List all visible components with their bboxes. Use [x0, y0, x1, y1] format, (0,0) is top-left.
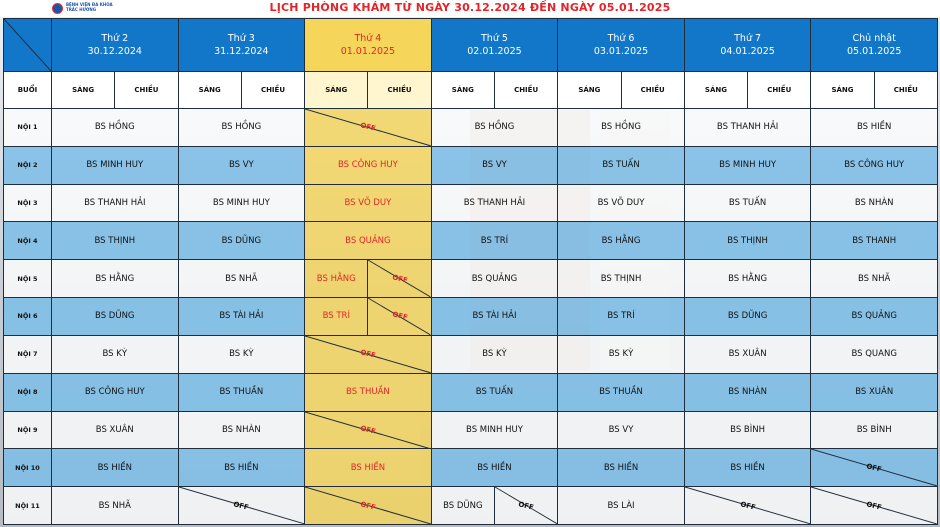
- doctor-name: BS VÕ DUY: [597, 198, 645, 209]
- doctor-name: BS NHÀN: [728, 387, 767, 398]
- schedule-cell: [178, 411, 305, 449]
- day-date: 31.12.2024: [214, 46, 269, 57]
- doctor-name: BS TUẤN: [728, 198, 767, 209]
- off-marker: [305, 412, 431, 449]
- off-marker: [305, 487, 431, 524]
- schedule-cell: [431, 335, 558, 373]
- schedule-cell: [52, 109, 179, 147]
- schedule-cell: [811, 335, 938, 373]
- schedule-cell: [684, 146, 811, 184]
- schedule-cell: [811, 298, 938, 336]
- day-header-1: [178, 19, 305, 72]
- schedule-cell: [52, 298, 179, 336]
- schedule-cell: [52, 411, 179, 449]
- schedule-cell: [178, 146, 305, 184]
- doctor-name: BS TRÍ: [607, 311, 635, 322]
- doctor-name: BS NHÃ: [98, 500, 131, 511]
- schedule-cell: [305, 487, 432, 525]
- off-marker: [179, 487, 305, 524]
- schedule-cell: [684, 449, 811, 487]
- schedule-cell: [52, 184, 179, 222]
- page-title: LỊCH PHÒNG KHÁM TỪ NGÀY 30.12.2024 ĐẾN NGÀY 05.01.2025: [269, 1, 671, 14]
- doctor-name: BS HẰNG: [601, 235, 641, 246]
- session-chieu-header: CHIỀU: [241, 72, 304, 109]
- schedule-cell: [178, 373, 305, 411]
- doctor-name: BS KỲ: [229, 349, 254, 360]
- room-row: [4, 109, 938, 147]
- schedule-cell: [558, 184, 685, 222]
- doctor-name: BS HIỀN: [477, 462, 512, 473]
- schedule-cell: [178, 487, 305, 525]
- schedule-cell: [431, 146, 558, 184]
- day-header-4: [558, 19, 685, 72]
- doctor-name: BS BÌNH: [730, 424, 766, 435]
- schedule-cell: [811, 487, 938, 525]
- session-chieu-header: CHIỀU: [621, 72, 684, 109]
- schedule-cell: [558, 260, 685, 298]
- room-row: [4, 184, 938, 222]
- doctor-name: BS HẰNG: [316, 273, 356, 284]
- doctor-name: BS MINH HUY: [212, 198, 270, 209]
- day-name: Thứ 2: [101, 33, 129, 44]
- session-chieu-header: CHIỀU: [115, 72, 178, 109]
- doctor-name: BS TÀI HẢI: [472, 311, 517, 322]
- doctor-name: BS THANH HẢI: [84, 198, 146, 209]
- schedule-cell: [305, 222, 432, 260]
- doctor-name: BS HẰNG: [728, 273, 768, 284]
- schedule-cell: [431, 184, 558, 222]
- schedule-cell: [558, 487, 685, 525]
- room-row: [4, 487, 938, 525]
- off-label: OFF: [739, 499, 757, 512]
- doctor-name: BS HIỀN: [350, 462, 386, 473]
- doctor-name: BS HIỀN: [856, 122, 892, 133]
- doctor-name: BS VY: [482, 160, 507, 171]
- off-label: OFF: [359, 424, 377, 436]
- doctor-name: BS VY: [228, 160, 254, 171]
- doctor-name: BS THUẦN: [599, 387, 643, 398]
- session-chieu-header: CHIỀU: [748, 72, 811, 109]
- doctor-name: BS THANH HẢI: [716, 122, 779, 133]
- doctor-name: BS KỲ: [482, 349, 507, 360]
- session-chieu-header: CHIỀU: [874, 72, 937, 109]
- day-name: Chủ nhật: [852, 33, 896, 44]
- off-marker: [811, 487, 937, 524]
- schedule-cell: [811, 373, 938, 411]
- schedule-cell: [178, 260, 305, 298]
- doctor-name: BS QUẢNG: [471, 273, 518, 284]
- room-label: NỘI 3: [4, 184, 52, 222]
- room-label: NỘI 10: [4, 449, 52, 487]
- schedule-cell: [305, 260, 432, 298]
- day-header-3: [431, 19, 558, 72]
- doctor-name: BS HỒNG: [221, 122, 262, 133]
- doctor-name: BS BÌNH: [856, 424, 892, 435]
- day-header-row: [4, 19, 938, 72]
- schedule-cell: [431, 373, 558, 411]
- room-row: [4, 335, 938, 373]
- session-header-row: [4, 72, 938, 109]
- day-header-2: [305, 19, 432, 72]
- doctor-name: BS THỊNH: [94, 235, 136, 246]
- day-date: 03.01.2025: [593, 46, 649, 57]
- day-header-5: [684, 19, 811, 72]
- off-marker: [811, 449, 937, 486]
- off-label: OFF: [865, 461, 883, 474]
- doctor-name: BS HẰNG: [95, 273, 135, 284]
- schedule-cell: [305, 411, 432, 449]
- day-date: 30.12.2024: [87, 46, 142, 57]
- doctor-name: BS HIỀN: [97, 462, 132, 473]
- room-label: NỘI 8: [4, 373, 52, 411]
- doctor-name: BS DŨNG: [443, 500, 483, 511]
- room-label: NỘI 6: [4, 298, 52, 336]
- doctor-name: BS TUẤN: [602, 160, 640, 171]
- doctor-name: BS CÔNG HUY: [84, 387, 145, 398]
- clinic-schedule-table: [3, 18, 938, 525]
- hospital-logo-text: BỆNH VIỆN ĐA KHOA TRÁC HƯƠNG: [66, 2, 113, 12]
- session-sang-header: SÁNG: [305, 72, 368, 109]
- off-label: OFF: [359, 348, 377, 361]
- session-chieu-header: CHIỀU: [494, 72, 557, 109]
- schedule-cell: [305, 335, 432, 373]
- room-row: [4, 222, 938, 260]
- schedule-cell: [52, 449, 179, 487]
- day-name: Thứ 3: [227, 33, 255, 44]
- day-name: Thứ 6: [607, 33, 635, 44]
- doctor-name: BS MINH HUY: [86, 160, 144, 171]
- schedule-cell: [811, 449, 938, 487]
- schedule-cell: [684, 184, 811, 222]
- schedule-cell: [431, 109, 558, 147]
- room-row: [4, 260, 938, 298]
- schedule-cell: [558, 411, 685, 449]
- room-row: [4, 411, 938, 449]
- doctor-name: BS NHÃ: [858, 273, 891, 284]
- day-date: 04.01.2025: [720, 46, 775, 57]
- doctor-name: BS THANH: [852, 235, 897, 246]
- doctor-name: BS TUẤN: [475, 387, 514, 398]
- schedule-cell: [431, 222, 558, 260]
- doctor-name: BS HIỀN: [224, 462, 259, 473]
- off-label: OFF: [865, 499, 883, 512]
- schedule-cell: [684, 487, 811, 525]
- off-marker: [305, 109, 431, 146]
- off-label: OFF: [232, 499, 250, 512]
- room-label: NỘI 7: [4, 335, 52, 373]
- doctor-name: BS TÀI HẢI: [219, 311, 264, 322]
- session-header-label: BUỔI: [4, 72, 52, 109]
- off-label: OFF: [391, 310, 409, 323]
- schedule-cell: [431, 298, 558, 336]
- schedule-cell: [558, 222, 685, 260]
- doctor-name: BS HỒNG: [474, 122, 515, 133]
- doctor-name: BS KỲ: [102, 349, 128, 360]
- doctor-name: BS NHÀN: [854, 198, 894, 209]
- off-marker: [368, 260, 430, 297]
- room-label: NỘI 1: [4, 109, 52, 147]
- schedule-cell: [811, 222, 938, 260]
- schedule-cell: [684, 335, 811, 373]
- schedule-cell: [178, 109, 305, 147]
- schedule-cell: [558, 146, 685, 184]
- session-sang-header: SÁNG: [178, 72, 241, 109]
- doctor-name: BS NHÃ: [225, 273, 258, 284]
- day-date: 02.01.2025: [467, 46, 522, 57]
- doctor-name: BS NHÀN: [221, 424, 261, 435]
- schedule-cell: [431, 260, 558, 298]
- doctor-name: BS DŨNG: [95, 311, 135, 322]
- off-marker: [495, 487, 557, 524]
- doctor-name: BS THANH HẢI: [463, 198, 526, 209]
- schedule-cell: [811, 411, 938, 449]
- schedule-cell: [305, 184, 432, 222]
- schedule-cell: [52, 260, 179, 298]
- session-sang-header: SÁNG: [558, 72, 621, 109]
- doctor-name: BS VÕ DUY: [344, 198, 392, 209]
- session-sang-header: SÁNG: [431, 72, 494, 109]
- room-label: NỘI 2: [4, 146, 52, 184]
- day-name: Thứ 5: [481, 33, 508, 44]
- schedule-cell: [558, 335, 685, 373]
- doctor-name: BS HỒNG: [601, 122, 641, 133]
- room-label: NỘI 11: [4, 487, 52, 525]
- schedule-cell: [558, 109, 685, 147]
- session-sang-header: SÁNG: [684, 72, 747, 109]
- session-sang-header: SÁNG: [52, 72, 115, 109]
- schedule-cell: [811, 109, 938, 147]
- doctor-name: BS LÀI: [607, 500, 635, 511]
- page-header: [0, 0, 940, 17]
- schedule-cell: [684, 373, 811, 411]
- schedule-cell: [684, 222, 811, 260]
- schedule-cell: [811, 260, 938, 298]
- day-name: Thứ 4: [354, 33, 382, 44]
- off-label: OFF: [359, 499, 377, 512]
- session-sang-header: SÁNG: [811, 72, 874, 109]
- doctor-name: BS CÔNG HUY: [844, 160, 905, 171]
- schedule-cell: [558, 373, 685, 411]
- doctor-name: BS MINH HUY: [466, 424, 523, 435]
- room-row: [4, 449, 938, 487]
- doctor-name: BS TRÍ: [322, 311, 350, 322]
- room-row: [4, 373, 938, 411]
- off-label: OFF: [359, 121, 377, 134]
- off-marker: [305, 336, 431, 373]
- schedule-cell: [305, 298, 432, 336]
- schedule-cell: [305, 109, 432, 147]
- schedule-cell: [52, 373, 179, 411]
- schedule-cell: [178, 222, 305, 260]
- room-label: NỘI 9: [4, 411, 52, 449]
- schedule-cell: [558, 298, 685, 336]
- schedule-cell: [52, 335, 179, 373]
- schedule-cell: [178, 298, 305, 336]
- room-label: NỘI 4: [4, 222, 52, 260]
- schedule-cell: [684, 109, 811, 147]
- off-marker: [368, 298, 430, 335]
- schedule-cell: [684, 298, 811, 336]
- off-label: OFF: [517, 499, 535, 512]
- doctor-name: BS DŨNG: [221, 235, 262, 246]
- schedule-cell: [431, 411, 558, 449]
- schedule-cell: [178, 335, 305, 373]
- doctor-name: BS THỊNH: [600, 273, 642, 284]
- doctor-name: BS HIỀN: [730, 462, 765, 473]
- schedule-cell: [684, 411, 811, 449]
- schedule-cell: [558, 449, 685, 487]
- off-marker: [685, 487, 811, 524]
- doctor-name: BS XUÂN: [855, 387, 894, 398]
- day-header-0: [52, 19, 179, 72]
- doctor-name: BS QUANG: [851, 349, 897, 360]
- schedule-cell: [684, 260, 811, 298]
- doctor-name: BS HIỀN: [603, 462, 639, 473]
- day-date: 01.01.2025: [340, 46, 396, 57]
- day-header-6: [811, 19, 938, 72]
- session-chieu-header: CHIỀU: [368, 72, 431, 109]
- schedule-cell: [431, 449, 558, 487]
- doctor-name: BS THUẦN: [346, 387, 390, 398]
- doctor-name: BS XUÂN: [95, 424, 134, 435]
- day-date: 05.01.2025: [846, 46, 902, 57]
- off-label: OFF: [391, 272, 409, 285]
- doctor-name: BS VY: [608, 424, 634, 435]
- schedule-cell: [178, 184, 305, 222]
- schedule-cell: [811, 184, 938, 222]
- doctor-name: BS MINH HUY: [719, 160, 777, 171]
- schedule-cell: [52, 222, 179, 260]
- doctor-name: BS XUÂN: [728, 349, 767, 360]
- doctor-name: BS THUẦN: [219, 387, 264, 398]
- doctor-name: BS TRÍ: [480, 235, 509, 246]
- doctor-name: BS DŨNG: [727, 311, 768, 322]
- doctor-name: BS QUẢNG: [851, 311, 897, 322]
- room-row: [4, 146, 938, 184]
- doctor-name: BS CÔNG HUY: [337, 160, 398, 171]
- schedule-cell: [178, 449, 305, 487]
- doctor-name: BS KỲ: [608, 349, 634, 360]
- schedule-cell: [811, 146, 938, 184]
- doctor-name: BS QUẢNG: [345, 235, 391, 246]
- doctor-name: BS HỒNG: [94, 122, 135, 133]
- schedule-cell: [52, 146, 179, 184]
- day-name: Thứ 7: [734, 33, 762, 44]
- room-row: [4, 298, 938, 336]
- doctor-name: BS THỊNH: [727, 235, 768, 246]
- schedule-cell: [52, 487, 179, 525]
- schedule-cell: [431, 487, 558, 525]
- schedule-cell: [305, 373, 432, 411]
- schedule-cell: [305, 449, 432, 487]
- schedule-cell: [305, 146, 432, 184]
- corner-cell: [4, 19, 52, 72]
- room-label: NỘI 5: [4, 260, 52, 298]
